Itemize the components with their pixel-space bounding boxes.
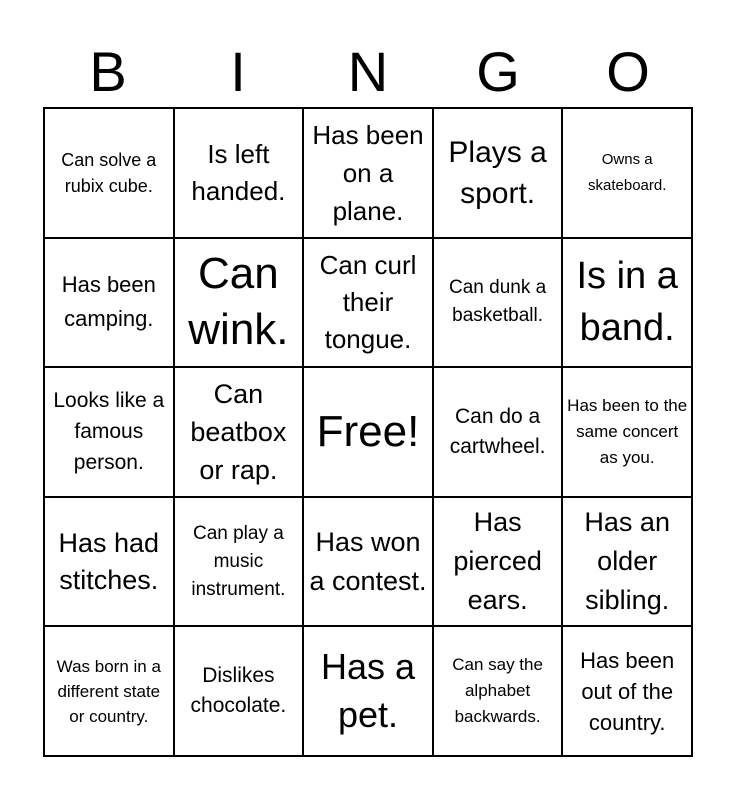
cell-text: Can say the alphabet backwards.: [452, 655, 543, 727]
bingo-cell[interactable]: [303, 367, 433, 497]
cell-text: Has a pet.: [320, 646, 416, 736]
cell-text: Has an older sibling.: [584, 507, 670, 616]
bingo-cell[interactable]: [433, 238, 563, 368]
cell-text: Has been to the same concert as you.: [567, 395, 688, 467]
cell-text: Can play a music instrument.: [191, 522, 286, 600]
cell-text: Has pierced ears.: [453, 507, 542, 616]
cell-text: Can dunk a basketball.: [449, 277, 547, 327]
bingo-cell[interactable]: [303, 497, 433, 627]
cell-text: Owns a skateboard.: [588, 150, 667, 194]
cell-text: Looks like a famous person.: [53, 389, 165, 475]
bingo-cell[interactable]: [303, 108, 433, 238]
bingo-cell[interactable]: [562, 626, 692, 756]
bingo-cell[interactable]: [303, 626, 433, 756]
bingo-cell[interactable]: [433, 626, 563, 756]
cell-text: Is in a band.: [576, 255, 678, 350]
header-letter-o: O: [606, 40, 650, 103]
cell-text: Has had stitches.: [58, 527, 160, 595]
bingo-cell[interactable]: [433, 367, 563, 497]
cell-text: Has been out of the country.: [580, 647, 675, 735]
cell-text: Can beatbox or rap.: [190, 378, 287, 485]
bingo-cell[interactable]: [562, 238, 692, 368]
bingo-cell[interactable]: [174, 238, 304, 368]
cell-text: Is left handed.: [191, 138, 286, 206]
bingo-header: [43, 36, 693, 108]
bingo-cell[interactable]: [44, 367, 174, 497]
cell-text: Has been camping.: [61, 272, 156, 332]
bingo-cell[interactable]: [433, 108, 563, 238]
bingo-cell[interactable]: [44, 108, 174, 238]
cell-text: Plays a sport.: [448, 135, 547, 210]
header-letter-i: I: [230, 40, 246, 103]
bingo-cell[interactable]: [44, 497, 174, 627]
cell-text: Can wink.: [188, 249, 289, 355]
bingo-cell[interactable]: [562, 497, 692, 627]
cell-text: Was born in a different state or country.: [56, 656, 161, 726]
cell-text: Can do a cartwheel.: [449, 404, 546, 458]
bingo-cell[interactable]: [433, 497, 563, 627]
bingo-cell[interactable]: [303, 238, 433, 368]
cell-text: Can curl their tongue.: [319, 249, 417, 354]
bingo-cell[interactable]: [44, 626, 174, 756]
bingo-cell[interactable]: [174, 108, 304, 238]
bingo-cell[interactable]: [44, 238, 174, 368]
cell-text: Dislikes chocolate.: [190, 664, 287, 718]
header-letter-n: N: [347, 40, 389, 103]
bingo-cell[interactable]: [174, 626, 304, 756]
cell-text: Can solve a rubix cube.: [61, 149, 157, 196]
cell-text: Has won a contest.: [309, 526, 427, 596]
free-space: Free!: [316, 406, 420, 456]
bingo-card: [43, 107, 693, 757]
bingo-cell[interactable]: [174, 497, 304, 627]
header-letter-g: G: [476, 40, 520, 103]
bingo-cell[interactable]: [562, 108, 692, 238]
bingo-cell[interactable]: [174, 367, 304, 497]
cell-text: Has been on a plane.: [312, 119, 424, 226]
bingo-cell[interactable]: [562, 367, 692, 497]
header-letter-b: B: [89, 40, 127, 103]
